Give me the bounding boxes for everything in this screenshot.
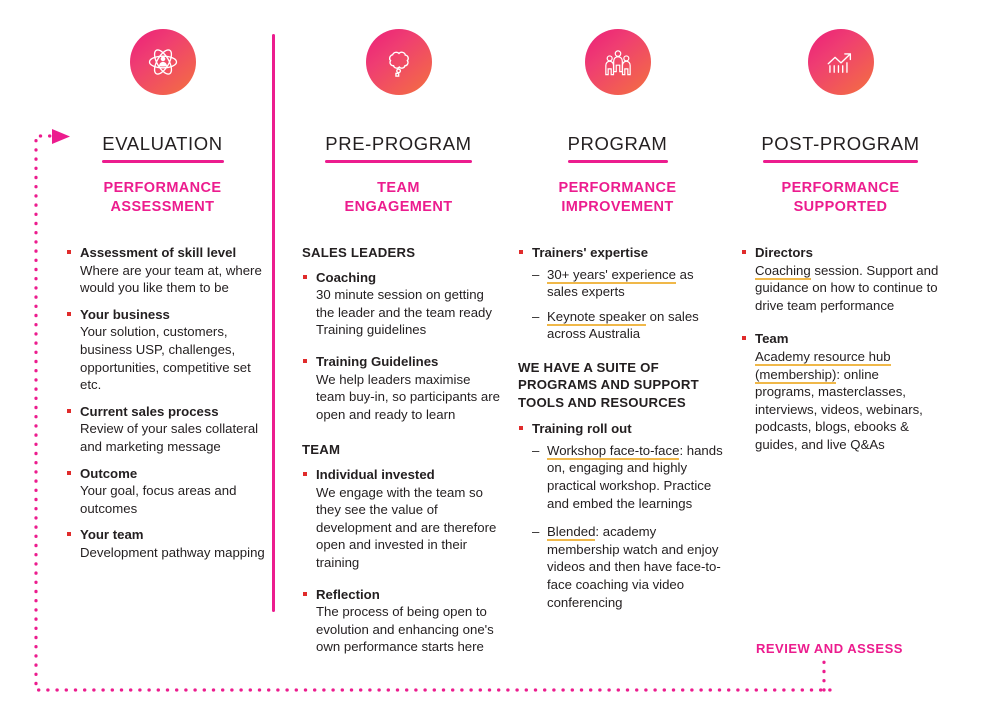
stage-column-program [515, 0, 723, 610]
atom-person-icon [130, 29, 196, 95]
column-header-pre-program [296, 29, 501, 217]
stage-subtitle-line2: IMPROVEMENT [561, 199, 674, 215]
stage-column-pre-program [296, 0, 501, 655]
content-pre-program [302, 244, 502, 665]
highlighted-phrase: Academy resource hub (membership) [755, 348, 891, 382]
bullet-list [518, 244, 723, 343]
bullet-desc: We engage with the team so they see the value of development and are therefore open and invested in their training [316, 484, 497, 570]
sub-bullet-rest: : hands on, engaging and highly practical workshop. Practice and embed the learnings [547, 442, 723, 511]
highlighted-phrase: Coaching [755, 262, 811, 278]
bullet-title: Directors [755, 245, 813, 260]
content-post-program [741, 244, 941, 463]
three-people-icon [585, 29, 651, 95]
group-heading: WE HAVE A SUITE OF PROGRAMS AND SUPPORT TOOLS AND RESOURCES [518, 359, 699, 410]
bullet-title: Training roll out [532, 421, 632, 437]
title-underline [763, 160, 918, 163]
list-item [66, 403, 266, 456]
bullet-desc: 30 minute session on getting the leader and the team ready Training guidelines [316, 287, 492, 338]
sub-bullet-rest: as sales experts [547, 266, 694, 300]
sub-bullet-list [532, 266, 723, 343]
bullet-title: Current sales process [80, 403, 219, 419]
stage-subtitle [296, 179, 501, 217]
bullet-list [741, 244, 941, 454]
list-item [66, 465, 266, 518]
sub-bullet-rest: : academy membership watch and enjoy videos and then have face-to-face coaching via video conferencing [547, 524, 721, 610]
stage-subtitle [738, 179, 943, 217]
group-heading: TEAM [302, 442, 341, 458]
stage-column-evaluation [55, 0, 270, 560]
column-header-program [515, 29, 720, 217]
bullet-list [302, 466, 502, 656]
highlighted-phrase: Keynote speaker [547, 308, 646, 324]
sub-list-item [532, 442, 723, 512]
sub-list-item [532, 523, 723, 611]
content-evaluation [66, 244, 266, 571]
bullet-list [66, 244, 266, 562]
sub-bullet-list [532, 442, 723, 611]
column-header-post-program [738, 29, 943, 217]
content-program [518, 244, 723, 620]
stage-subtitle [55, 179, 270, 217]
sub-list-item [532, 308, 723, 343]
stage-title: PROGRAM [567, 133, 668, 154]
stage-subtitle-line2: ENGAGEMENT [344, 199, 453, 215]
list-item [66, 526, 266, 561]
bullet-title: Assessment of skill level [80, 245, 237, 260]
stage-subtitle-line2: ASSESSMENT [110, 199, 215, 215]
bullet-desc: Development pathway mapping [80, 544, 265, 560]
stage-subtitle-line1: PERFORMANCE [781, 180, 900, 196]
bullet-desc: We help leaders maximise team buy-in, so participants are open and ready to learn [316, 371, 500, 422]
list-item [302, 466, 502, 572]
bullet-list [518, 420, 723, 611]
stage-column-post-program [738, 0, 943, 452]
bullet-desc: The process of being open to evolution and enhancing one's own performance starts here [316, 604, 494, 655]
column-divider [272, 34, 275, 612]
review-and-assess-label: REVIEW AND ASSESS [756, 641, 903, 656]
bullet-desc-rest: session. Support and guidance on how to continue to drive team performance [755, 262, 939, 313]
column-header-evaluation [55, 29, 270, 217]
list-item [518, 420, 723, 611]
stage-subtitle [515, 179, 720, 217]
highlighted-phrase: Blended [547, 524, 596, 540]
bullet-desc [755, 262, 941, 315]
list-item [66, 244, 266, 297]
highlighted-phrase: 30+ years' experience [547, 266, 676, 282]
bullet-title: Your team [80, 527, 144, 543]
bullet-desc [755, 348, 941, 454]
stage-title: POST-PROGRAM [761, 133, 920, 154]
sub-bullet-rest: on sales across Australia [547, 308, 699, 342]
stage-title: EVALUATION [102, 133, 223, 154]
list-item [741, 330, 941, 453]
bullet-title: Coaching [316, 269, 377, 285]
bullet-list [302, 269, 502, 424]
bullet-desc: Where are your team at, where would you like them to be [80, 262, 262, 296]
bullet-title: Outcome [80, 465, 138, 481]
list-item [741, 244, 941, 314]
bullet-title: Team [755, 331, 789, 347]
group-heading: SALES LEADERS [302, 245, 416, 260]
title-underline [568, 160, 668, 163]
bullet-title: Reflection [316, 586, 380, 602]
sub-list-item [532, 266, 723, 301]
list-item [302, 269, 502, 339]
list-item [302, 586, 502, 656]
bullet-desc-rest: : online programs, masterclasses, interviews, videos, webinars, podcasts, blogs, ebooks & guides, and live Q&As [755, 366, 923, 452]
thought-bubble-icon [366, 29, 432, 95]
stage-subtitle-line1: TEAM [377, 180, 420, 196]
list-item [518, 244, 723, 343]
bullet-title: Training Guidelines [316, 353, 439, 369]
stage-subtitle-line1: PERFORMANCE [103, 180, 222, 196]
highlighted-phrase: Workshop face-to-face [547, 442, 680, 458]
stage-subtitle-line2: SUPPORTED [793, 199, 888, 215]
stage-title: PRE-PROGRAM [325, 133, 472, 154]
growth-chart-icon [808, 29, 874, 95]
bullet-title: Your business [80, 306, 170, 322]
title-underline [102, 160, 224, 163]
bullet-title: Individual invested [316, 466, 435, 482]
bullet-desc: Your solution, customers, business USP, challenges, opportunities, competitive set etc. [80, 324, 251, 393]
list-item [302, 353, 502, 423]
list-item [66, 306, 266, 394]
stage-subtitle-line1: PERFORMANCE [558, 180, 677, 196]
bullet-desc: Your goal, focus areas and outcomes [80, 483, 237, 516]
bullet-desc: Review of your sales collateral and marketing message [80, 421, 259, 454]
bullet-title: Trainers' expertise [532, 245, 649, 260]
title-underline [325, 160, 472, 163]
